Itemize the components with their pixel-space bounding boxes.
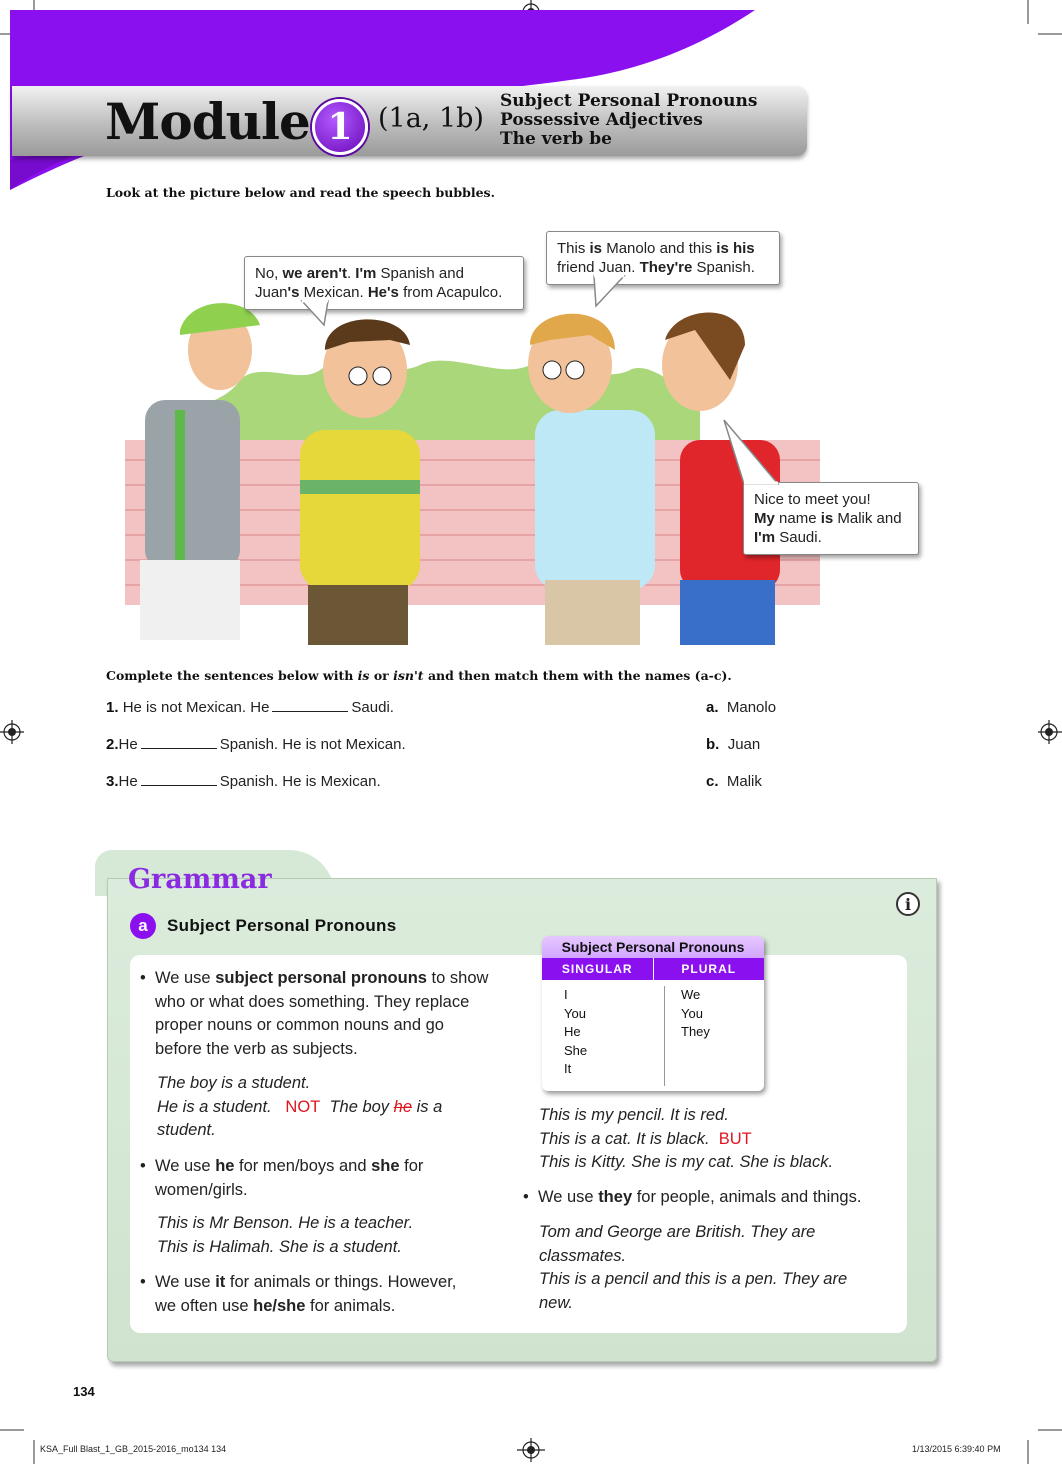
speech-bubble-malik: Nice to meet you! My name is Malik and I'm Saudi. [743, 482, 919, 555]
rule-subject-pronouns: • We use subject personal pronouns to show who or what does something. They replace proper nouns or common nouns and go before the verb as subjects. [140, 969, 489, 1058]
module-title: Module [105, 92, 310, 151]
example-2: This is Mr Benson. He is a teacher. This is Halimah. She is a student. [157, 1214, 414, 1256]
col-plural: PLURAL [681, 962, 737, 976]
page-number: 134 [73, 1384, 95, 1399]
speech-bubble-juan: No, we aren't. I'm Spanish and Juan's Mexican. He's from Acapulco. [244, 256, 524, 310]
exercise-item-1: 1. He is not Mexican. He Saudi. [106, 699, 394, 716]
info-icon[interactable] [895, 891, 921, 917]
instruction-read-bubbles: Look at the picture below and read the speech bubbles. [106, 185, 495, 200]
bubble-tail [300, 299, 340, 327]
name-option-b: b. Juan [706, 736, 761, 753]
speech-bubble-boy3: This is Manolo and this is his friend Juan. They're Spanish. [546, 231, 780, 285]
module-subtitle: (1a, 1b) [378, 103, 484, 134]
instruction-complete-sentences: Complete the sentences below with is or isn't and then match them with the names (a-c). [106, 668, 732, 683]
rule-they: • We use they for people, animals and things. [523, 1188, 862, 1206]
answer-blank-3[interactable] [141, 773, 217, 786]
example-3: This is my pencil. It is red. This is a cat. It is black. BUT This is Kitty. She is my cat. She is black. [539, 1106, 834, 1171]
rule-it: • We use it for animals or things. However, we often use he/she for animals. [140, 1273, 457, 1315]
pronoun-you-plural: You [681, 1005, 703, 1021]
svg-text:i: i [904, 895, 912, 914]
module-number-badge: 1 [312, 99, 368, 155]
exercise-item-3: 3.He Spanish. He is Mexican. [106, 773, 381, 790]
grammar-title: Grammar [128, 864, 272, 895]
exercise-item-2: 2.He Spanish. He is not Mexican. [106, 736, 406, 753]
footer-file: KSA_Full Blast_1_GB_2015-2016_mo134 134 [40, 1444, 227, 1454]
pronoun-they: They [681, 1024, 710, 1039]
example-1: The boy is a student. He is a student. NOT The boy he is a student. [157, 1074, 443, 1139]
name-option-c: c. Malik [706, 773, 762, 790]
col-singular: SINGULAR [542, 958, 654, 980]
answer-blank-1[interactable] [272, 699, 348, 712]
pronoun-table-title: Subject Personal Pronouns [542, 936, 764, 958]
pronoun-i: I [564, 987, 568, 1002]
section-a-title: Subject Personal Pronouns [167, 916, 397, 935]
footer-date: 1/13/2015 6:39:40 PM [912, 1444, 1001, 1454]
pronoun-it: It [564, 1061, 572, 1076]
section-a-badge: a [130, 913, 156, 939]
example-4: Tom and George are British. They are classmates. This is a pencil and this is a pen. They are new. [539, 1223, 848, 1312]
topic-1: Subject Personal Pronouns [500, 91, 758, 111]
topic-2: Possessive Adjectives [500, 110, 703, 130]
pronoun-he: He [564, 1024, 581, 1039]
bubble-tail [590, 274, 630, 308]
topic-3: The verb be [500, 129, 612, 149]
answer-blank-2[interactable] [141, 736, 217, 749]
rule-he-she: • We use he for men/boys and she for women/girls. [140, 1157, 424, 1199]
pronoun-she: She [564, 1042, 588, 1058]
pronoun-table [542, 936, 764, 1091]
pronoun-you: You [564, 1005, 586, 1021]
bubble-tail [722, 418, 782, 488]
pronoun-we: We [681, 987, 701, 1002]
name-option-a: a. Manolo [706, 699, 777, 716]
